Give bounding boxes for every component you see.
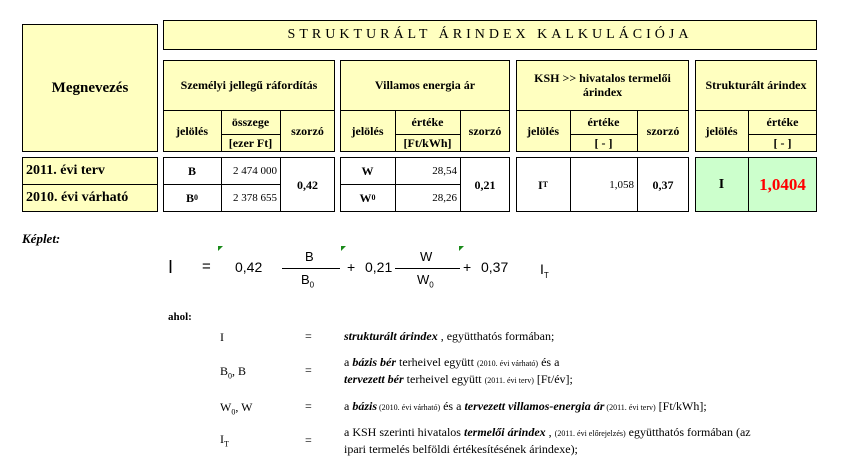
fraction-line (395, 268, 460, 269)
legend-def-i: strukturált árindex , együtthatós formában; (344, 329, 555, 343)
formula-c2: 0,21 (365, 259, 393, 275)
col-erteke: értéke (766, 115, 799, 129)
b0-value: 2 378 655 (233, 192, 277, 204)
col-szorzo: szorzó (646, 124, 680, 138)
formula-num2: W (420, 249, 433, 264)
row-name-2011: 2011. évi terv (26, 162, 105, 178)
b0-symbol: B 0 (185, 191, 198, 205)
formula-c1: 0,42 (235, 259, 263, 275)
ahol-label: ahol: (168, 311, 192, 323)
col-erteke: értéke (587, 115, 620, 129)
b-factor: 0,42 (297, 177, 318, 192)
formula-it: $I_T$ (540, 261, 549, 280)
w-value: 28,54 (432, 164, 457, 177)
legend-eq: = (305, 363, 312, 377)
legend-sym-i: I (220, 330, 224, 344)
ksh-header: KSH >> hivatalos termelői árindex (534, 71, 671, 99)
formula-eq: = (202, 258, 211, 275)
col-unit-none: [ - ] (594, 136, 613, 150)
row-name-2010: 2010. évi várható (26, 190, 129, 205)
formula-lhs: I (168, 257, 174, 277)
w-symbol: W (361, 163, 374, 178)
electric-header: Villamos energia ár (374, 78, 476, 92)
legend-def-w: a bázis (2010. évi várható) és a tervezett villamos-energia ár (2011. évi terv) [Ft/kWh]; (344, 399, 707, 413)
legend-eq: = (305, 433, 312, 447)
col-jeloles: jelölés (527, 124, 559, 138)
col-unit-none: [ - ] (773, 136, 792, 150)
col-jeloles: jelölés (705, 124, 738, 138)
comment-marker (341, 246, 346, 251)
col-unit-electric: [Ft/kWh] (403, 136, 452, 150)
it-symbol: I T (537, 177, 548, 192)
b-symbol: B (187, 163, 196, 178)
formula-plus1: + (347, 259, 356, 275)
fraction-line (282, 268, 340, 269)
b-value: 2 474 000 (233, 164, 277, 177)
formula-den1: $B_0$ (301, 272, 315, 290)
legend-sym-w: $W_0$, W (220, 400, 253, 417)
formula-label: Képlet: (22, 231, 61, 246)
personal-header: Személyi jellegű ráfordítás (180, 78, 318, 92)
name-header: Megnevezés (51, 80, 129, 96)
comment-marker (459, 246, 464, 251)
w-factor: 0,21 (474, 177, 496, 192)
comment-marker (218, 246, 223, 251)
legend-eq: = (305, 329, 312, 343)
w0-symbol: W 0 (359, 191, 376, 205)
w0-value: 28,26 (432, 192, 457, 204)
it-value: 1,058 (609, 178, 634, 191)
col-szorzo: szorzó (468, 124, 502, 138)
it-factor: 0,37 (652, 177, 674, 192)
i-symbol: I (718, 176, 725, 192)
col-jeloles: jelölés (351, 124, 384, 138)
legend-eq: = (305, 399, 312, 413)
formula-den2: $W_0$ (417, 272, 434, 290)
col-jeloles: jelölés (176, 124, 208, 138)
col-unit-personal: [ezer Ft] (228, 136, 273, 150)
legend-def-b-line1: a bázis bér terheivel együtt (2010. évi várható) és a (344, 355, 560, 369)
legend-def-b-line2: tervezett bér terheivel együtt (2011. évi terv) [Ft/év]; (344, 372, 573, 386)
formula-c3: 0,37 (481, 259, 509, 275)
legend-sym-b: $B_0$, B (220, 364, 247, 381)
formula-plus2: + (463, 259, 472, 275)
structured-header: Strukturált árindex (705, 78, 807, 92)
legend-def-it-line2: ipari termelés belföldi értékesítésének árindexe); (344, 442, 578, 456)
col-erteke: értéke (411, 115, 444, 129)
col-osszege: összege (231, 115, 270, 129)
col-szorzo: szorzó (291, 124, 324, 138)
table-title: STRUKTURÁLT ÁRINDEX KALKULÁCIÓJA (287, 27, 693, 42)
legend-def-it-line1: a KSH szerinti hivatalos termelői árindex , (2011. évi előrejelzés) együtthatós formában (az (344, 425, 751, 439)
i-result-value: 1,0404 (759, 174, 806, 194)
legend-sym-it: $I_T$ (220, 432, 229, 449)
formula-num1: B (305, 249, 314, 264)
